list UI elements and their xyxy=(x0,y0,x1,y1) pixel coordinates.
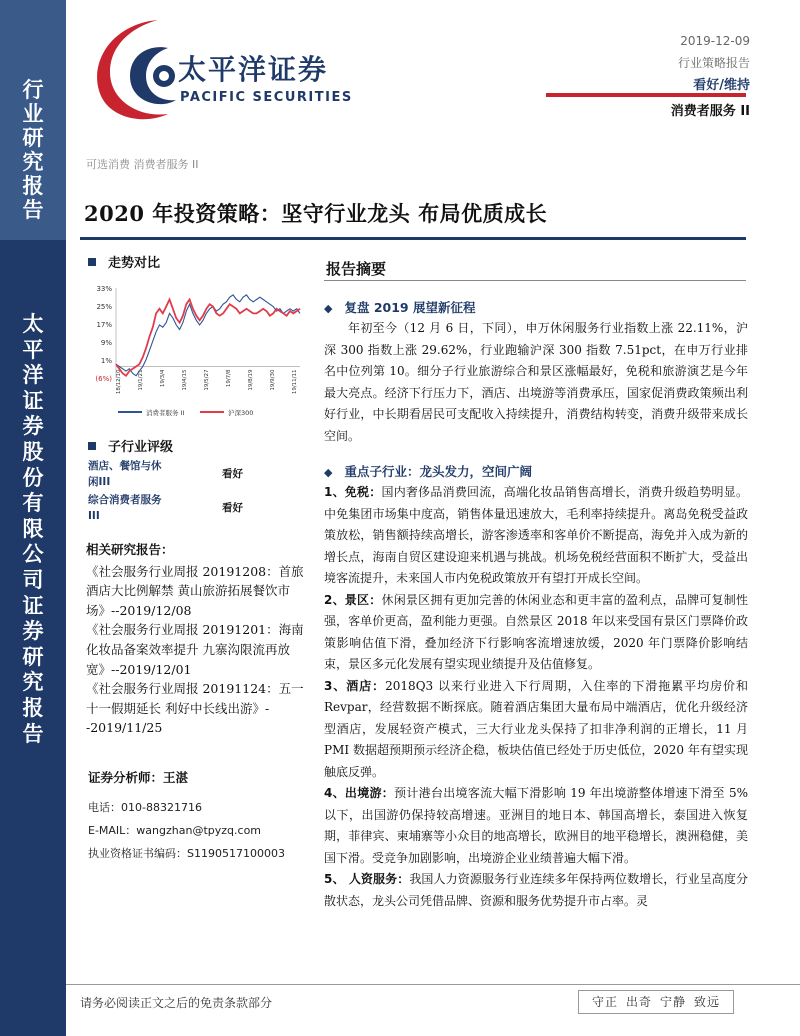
item-label: 5、 人资服务： xyxy=(324,872,410,886)
footer-divider xyxy=(66,984,800,985)
section-2-body xyxy=(324,482,748,912)
trend-chart-svg xyxy=(86,278,310,424)
sidebar-report-char: 研 xyxy=(22,126,44,150)
sidebar-company-char: 股 xyxy=(22,439,44,464)
analyst-info xyxy=(88,768,312,865)
item-text: 我国人力资源服务行业连续多年保持两位数增长，行业呈高度分散状态，龙头公司凭借品牌、资源和服务优势提升市占率。灵 xyxy=(324,872,748,908)
table-row xyxy=(88,458,310,492)
sector-name: 消费者服务 II xyxy=(670,104,750,119)
page-title: 2020 年投资策略：坚守行业龙头 布局优质成长 xyxy=(84,201,548,226)
trend-heading: 走势对比 xyxy=(88,252,160,271)
trend-chart xyxy=(86,278,310,424)
footer-motto xyxy=(578,990,734,1014)
sidebar-report-char: 报 xyxy=(22,174,44,198)
paragraph: 年初至今（12 月 6 日，下同），申万休闲服务行业指数上涨 22.11%，沪深 300 指数上涨 29.62%，行业跑输沪深 300 指数 7.51pct，在申万行业排名中位列第 10。细分子行业旅游综合和景区涨幅最好，免税和旅游演艺是今年最大亮点。经济下行压力下，酒店、出境游等消费承压，国家促消费政策频出利好行业，中长期看居民可支配收入持续提升，消费结构转变，消费升级带来成长空间。 xyxy=(324,321,748,443)
y-tick-label: 33% xyxy=(96,285,112,293)
section-2-heading: ◆ 重点子行业：龙头发力，空间广阔 xyxy=(324,464,532,479)
analyst-heading: 证券分析师：王湛 xyxy=(88,770,189,785)
related-report-link[interactable]: 《社会服务行业周报 20191124：五一十一假期延长 利好中长线出游》--2019/11/25 xyxy=(86,681,304,736)
related-report-link[interactable]: 《社会服务行业周报 20191208：首旅酒店大比例解禁 黄山旅游拓展餐饮市场》--2019/12/08 xyxy=(86,563,304,618)
related-report-link[interactable]: 《社会服务行业周报 20191201：海南化妆品备案效率提升 九寨沟限流再放宽》--2019/12/01 xyxy=(86,622,304,677)
square-bullet-icon xyxy=(88,442,96,450)
sidebar-company-char: 有 xyxy=(22,491,44,516)
motto-word: 致远 xyxy=(694,995,721,1009)
x-tick-label: 19/11/11 xyxy=(292,369,298,395)
motto-word: 宁静 xyxy=(660,995,687,1009)
sidebar-company-char: 限 xyxy=(22,516,44,541)
analyst-phone: 电话：010-88321716 xyxy=(88,801,202,814)
table-row xyxy=(88,492,310,526)
subindustry-rating: 看好 xyxy=(222,468,243,480)
sidebar-report-char: 行 xyxy=(22,78,44,102)
sidebar-report-char: 告 xyxy=(22,198,44,222)
sidebar-company-label xyxy=(0,312,66,747)
legend-label: 消费者服务 II xyxy=(146,409,185,417)
sidebar-company-char: 券 xyxy=(22,619,44,644)
paragraph xyxy=(324,676,748,784)
paragraph xyxy=(324,482,748,590)
related-reports-heading: 相关研究报告： xyxy=(86,542,174,557)
logo-chinese-name: 太平洋证券 xyxy=(178,53,329,86)
y-tick-label: 17% xyxy=(96,321,112,329)
item-text: 国内奢侈品消费回流，高端化妆品销售高增长，消费升级趋势明显。中免集团市场集中度高，销售体量迅速放大，毛利率持续提升。离岛免税受益政策放松，销售额持续高增长，游客渗透率和客单价不断提高，海免并入成为新的增长点，海南自贸区建设迎来机遇与挑战。机场免税经营面积不断扩大，受益出境客流提升，未来国人市内免税政策放开有望打开成长空间。 xyxy=(324,485,748,585)
x-tick-label: 19/9/30 xyxy=(270,369,276,391)
report-date: 2019-12-09 xyxy=(680,34,750,48)
y-tick-label: 9% xyxy=(100,339,112,347)
x-tick-label: 18/12/10 xyxy=(116,369,122,395)
item-label: 3、酒店： xyxy=(324,678,386,693)
item-text: 预计港台出境客流大幅下滑影响 19 年出境游整体增速下滑至 5%以下，出国游仍保持较高增速。亚洲目的地日本、韩国高增长，泰国进入恢复期，菲律宾、柬埔寨等小众目的地高增长，欧洲目的地平稳增长，澳洲稳健，美国下滑。受竞争加剧影响，出境游企业业绩普遍大幅下滑。 xyxy=(324,786,748,865)
paragraph xyxy=(324,590,748,676)
summary-divider xyxy=(324,280,746,281)
sidebar-report-char: 业 xyxy=(22,102,44,126)
section-1-heading: ◆ 复盘 2019 展望新征程 xyxy=(324,300,476,315)
industry-rating: 看好/维持 xyxy=(693,78,750,93)
related-reports xyxy=(86,540,310,738)
subindustry-table xyxy=(88,458,310,526)
x-tick-label: 19/3/4 xyxy=(160,369,166,388)
x-tick-label: 19/4/15 xyxy=(182,369,188,391)
sidebar-company-char: 研 xyxy=(22,644,44,669)
sidebar-company-char: 公 xyxy=(22,542,44,567)
item-text: 休闲景区拥有更加完善的休闲业态和更丰富的盈利点，品牌可复制性强，客单价更高，盈利能力更强。自然景区 2018 年以来受国有景区门票降价政策影响估值下滑，叠加经济下行影响客流增速放缓，2020 年门票降价影响结束，景区多元化发展有望实现业绩提升及估值修复。 xyxy=(324,592,748,671)
subindustry-rating: 看好 xyxy=(222,502,243,514)
x-tick-label: 19/5/27 xyxy=(204,369,210,391)
analyst-email[interactable]: E-MAIL：wangzhan@tpyzq.com xyxy=(88,824,262,837)
sidebar-company-char: 告 xyxy=(22,721,44,746)
summary-heading: 报告摘要 xyxy=(326,260,387,278)
header-accent-bar xyxy=(546,93,746,97)
square-bullet-icon xyxy=(88,258,96,266)
sidebar-company-char: 证 xyxy=(22,593,44,618)
subindustry-name: 酒店、餐馆与休闲III xyxy=(88,460,162,488)
diamond-bullet-icon: ◆ xyxy=(324,302,333,315)
x-tick-label: 19/8/19 xyxy=(248,369,254,391)
section-1-body xyxy=(324,318,748,447)
sidebar-company-char: 平 xyxy=(22,337,44,362)
sidebar-company-char: 份 xyxy=(22,465,44,490)
x-tick-label: 19/7/8 xyxy=(226,369,232,388)
breadcrumb: 可选消费 消费者服务 II xyxy=(86,158,199,171)
item-label: 1、免税： xyxy=(324,485,382,499)
sidebar-company-char: 究 xyxy=(22,670,44,695)
item-label: 2、景区： xyxy=(324,592,382,607)
sidebar-company-char: 太 xyxy=(22,312,44,336)
legend-label: 沪深300 xyxy=(228,409,254,417)
diamond-bullet-icon: ◆ xyxy=(324,466,333,479)
report-type: 行业策略报告 xyxy=(677,56,750,70)
y-tick-label: 1% xyxy=(100,357,112,365)
subindustry-name: 综合消费者服务III xyxy=(88,494,162,522)
motto-word: 守正 xyxy=(591,995,618,1009)
sidebar-company-char: 司 xyxy=(22,567,44,592)
sidebar-company-char: 洋 xyxy=(22,363,44,388)
logo-english-name: PACIFIC SECURITIES xyxy=(180,90,353,105)
y-tick-label: (6%) xyxy=(95,375,112,383)
item-label: 4、出境游： xyxy=(324,786,395,800)
paragraph xyxy=(324,869,748,912)
sidebar-report-char: 究 xyxy=(22,150,44,174)
x-tick-label: 19/1/21 xyxy=(138,369,144,391)
y-tick-label: 25% xyxy=(96,303,112,311)
title-divider xyxy=(80,237,746,240)
sidebar-company-char: 报 xyxy=(22,695,44,720)
analyst-license: 执业资格证书编码：S1190517100003 xyxy=(88,847,285,860)
subindustry-heading: 子行业评级 xyxy=(88,436,173,455)
sidebar-company-char: 券 xyxy=(22,414,44,439)
footer-disclaimer: 请务必阅读正文之后的免责条款部分 xyxy=(80,996,273,1010)
sidebar-report-label xyxy=(0,78,66,222)
item-text: 2018Q3 以来行业进入下行周期，入住率的下滑拖累平均房价和 Revpar，经营数据不断探底。随着酒店集团大量布局中端酒店，优化升级经济型酒店，发展轻资产模式，三大行业龙头保持了扣非净利润的正增长，11 月 PMI 数据超预期预示经济企稳，板块估值已经处于历史低位，2020 年有望实现触底反弹。 xyxy=(324,678,748,779)
sidebar-company-char: 证 xyxy=(22,388,44,413)
paragraph xyxy=(324,783,748,869)
motto-word: 出奇 xyxy=(625,995,652,1009)
